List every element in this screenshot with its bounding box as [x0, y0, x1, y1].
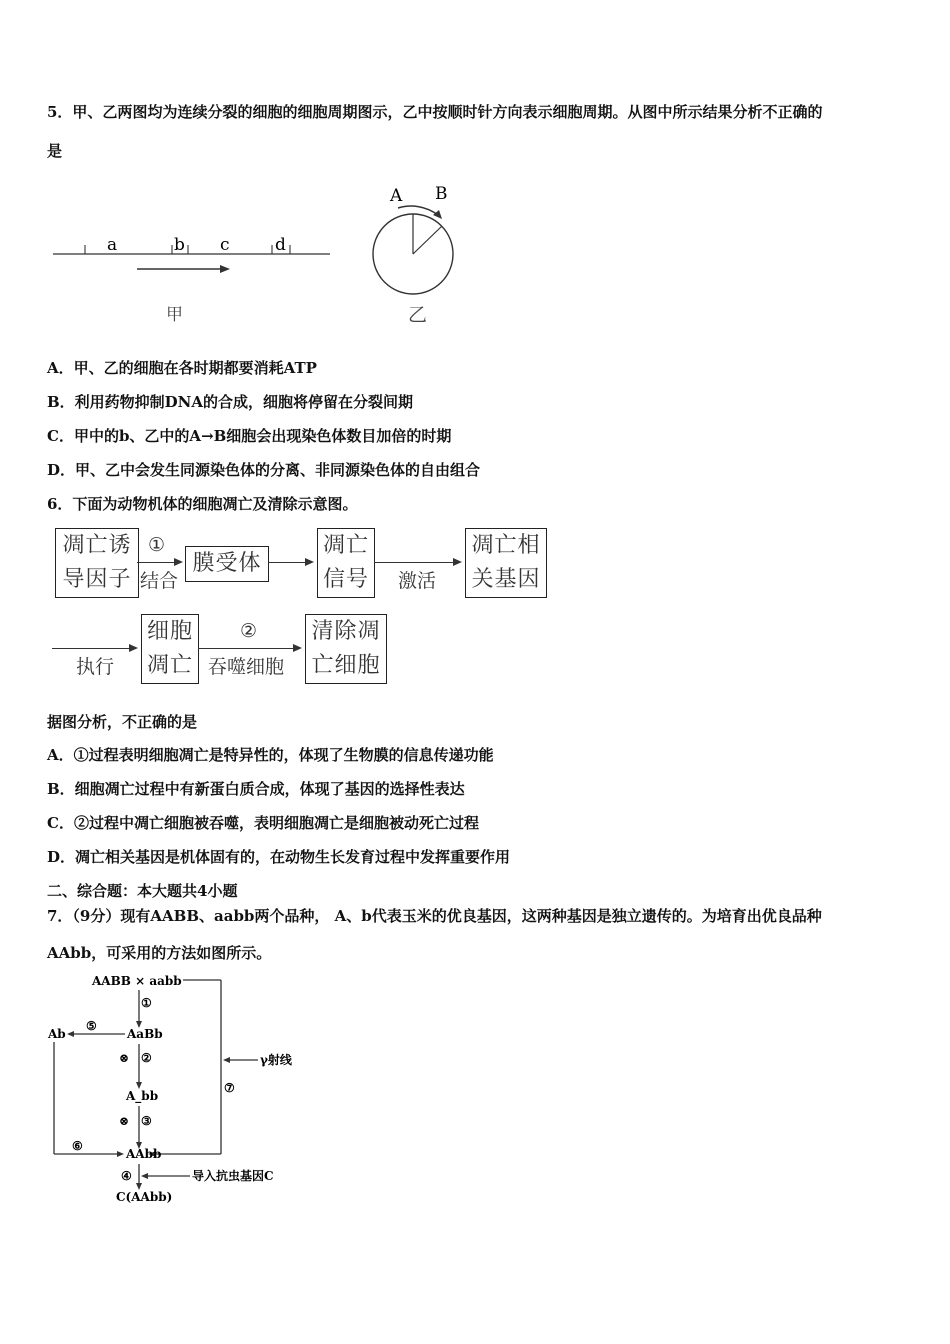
q5-figure	[40, 175, 480, 335]
arrow4	[52, 648, 136, 649]
step7: ⑦	[224, 1081, 235, 1095]
q5-option-d: D．甲、乙中会发生同源染色体的分离、非同源染色体的自由组合	[47, 461, 481, 479]
caption-jia: 甲	[166, 305, 183, 325]
q5-option-b: B．利用药物抑制DNA的合成，细胞将停留在分裂间期	[47, 393, 414, 411]
q6-option-b: B．细胞凋亡过程中有新蛋白质合成，体现了基因的选择性表达	[47, 780, 465, 798]
aabb: AAbb	[126, 1147, 162, 1161]
parents: AABB × aabb	[92, 974, 182, 988]
q6-option-c: C．②过程中凋亡细胞被吞噬，表明细胞凋亡是细胞被动死亡过程	[47, 814, 479, 832]
arrow3	[374, 562, 460, 563]
step2: ②	[141, 1051, 152, 1065]
arrow1	[137, 562, 181, 563]
self2: ⊗	[119, 1114, 130, 1128]
label-d: d	[275, 235, 286, 255]
step4: ④	[121, 1169, 132, 1183]
q6-prompt: 据图分析，不正确的是	[47, 713, 198, 731]
box-apoptosis-signal: 凋亡 信号	[317, 528, 375, 598]
arrow4-label: 执行	[76, 656, 115, 678]
gene-c: 导入抗虫基因C	[192, 1169, 274, 1183]
arrow5-step: ②	[240, 620, 258, 642]
q5-option-a: A．甲、乙的细胞在各时期都要消耗ATP	[47, 359, 317, 377]
q6-option-a: A．①过程表明细胞凋亡是特异性的，体现了生物膜的信息传递功能	[47, 746, 494, 764]
step1: ①	[141, 996, 152, 1010]
q6-option-d: D．凋亡相关基因是机体固有的，在动物生长发育过程中发挥重要作用	[47, 848, 511, 866]
arrow2	[268, 562, 312, 563]
final: C(AAbb)	[116, 1190, 173, 1204]
f1: AaBb	[127, 1027, 163, 1041]
box-apoptosis-inducer: 凋亡诱 导因子	[55, 528, 139, 598]
q7-stem-line1: 7．（9分）现有AABB、aabb两个品种， A、b代表玉米的优良基因，这两种基因是独立遗传的。为培育出优良品种	[47, 907, 822, 925]
label-A: A	[390, 186, 403, 206]
section-heading: 二、综合题：本大题共4小题	[47, 882, 238, 900]
self1: ⊗	[119, 1051, 130, 1065]
box-cell-apoptosis: 细胞 凋亡	[141, 614, 199, 684]
q7-breeding-diagram	[40, 968, 320, 1208]
box-membrane-receptor: 膜受体	[185, 546, 269, 582]
box-clear-apoptotic-cells: 清除凋 亡细胞	[305, 614, 387, 684]
ab: Ab	[48, 1027, 66, 1041]
arrow1-label: 结合	[140, 570, 179, 592]
caption-yi: 乙	[408, 304, 428, 326]
arrow1-step: ①	[148, 534, 166, 556]
arrow3-label: 激活	[398, 570, 437, 592]
q6-stem: 6．下面为动物机体的细胞凋亡及清除示意图。	[47, 495, 358, 513]
label-c: c	[220, 235, 230, 255]
arrow5-label: 吞噬细胞	[208, 656, 285, 678]
q5-stem-line2: 是	[47, 142, 63, 160]
step3: ③	[141, 1114, 152, 1128]
label-a: a	[107, 235, 118, 255]
box-apoptosis-genes: 凋亡相 关基因	[465, 528, 547, 598]
step6: ⑥	[72, 1139, 83, 1153]
arrow5	[198, 648, 300, 649]
q5-stem-line1: 5．甲、乙两图均为连续分裂的细胞的细胞周期图示，乙中按顺时针方向表示细胞周期。从图中所示结果分析不正确的	[47, 103, 823, 121]
label-B: B	[435, 184, 448, 204]
label-b: b	[174, 235, 185, 255]
q7-stem-line2: AAbb，可采用的方法如图所示。	[47, 944, 272, 962]
step5: ⑤	[86, 1019, 97, 1033]
a-bb: A_bb	[126, 1089, 159, 1103]
q5-option-c: C．甲中的b、乙中的A→B细胞会出现染色体数目加倍的时期	[47, 427, 452, 445]
gamma: γ射线	[260, 1053, 292, 1067]
